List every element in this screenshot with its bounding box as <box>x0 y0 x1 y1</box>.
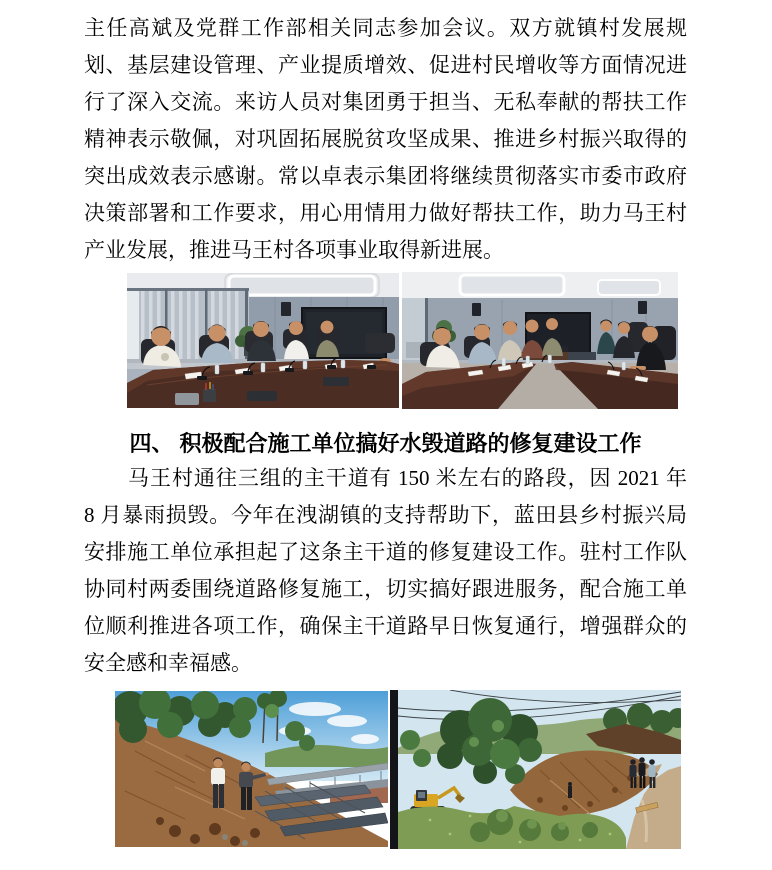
paragraph-2 <box>84 460 687 682</box>
speaker <box>638 301 647 314</box>
body-text-line: 精神表示敬佩，对巩固拓展脱贫攻坚成果、推进乡村振兴取得的 <box>84 127 687 151</box>
paragraph-1 <box>84 10 687 269</box>
meeting-photo-right <box>402 272 678 409</box>
photo-dark-edge <box>390 690 398 849</box>
body-text-line: 决策部署和工作要求，用心用情用力做好帮扶工作，助力马王村 <box>84 201 687 225</box>
speaker <box>472 303 481 316</box>
cove-light <box>229 276 375 295</box>
body-text-line: 位顺利推进各项工作，确保主干道路早日恢复通行，增强群众的 <box>84 614 687 638</box>
body-text-line: 行了深入交流。来访人员对集团勇于担当、无私奉献的帮扶工作 <box>84 90 687 114</box>
body-text-line: 产业发展，推进马王村各项事业取得新进展。 <box>84 238 504 262</box>
body-text-line: 安全感和幸福感。 <box>84 651 252 675</box>
road-damage-photo-left <box>115 691 388 847</box>
cove-light <box>460 275 564 295</box>
body-text-line: 协同村两委围绕道路修复施工，切实搞好跟进服务，配合施工单 <box>84 577 687 601</box>
body-text-line: 划、基层建设管理、产业提质增效、促进村民增收等方面情况进 <box>84 53 687 77</box>
section-heading: 四、 积极配合施工单位搞好水毁道路的修复建设工作 <box>129 431 642 456</box>
meeting-photo-left <box>127 273 399 408</box>
body-text-line: 主任高斌及党群工作部相关同志参加会议。双方就镇村发展规 <box>84 16 687 40</box>
body-text-line: 8 月暴雨损毁。今年在洩湖镇的支持帮助下，蓝田县乡村振兴局 <box>84 503 687 527</box>
body-text-line: 马王村通往三组的主干道有 150 米左右的路段，因 2021 年 <box>128 466 687 490</box>
body-text-line: 突出成效表示感谢。常以卓表示集团将继续贯彻落实市委市政府 <box>84 164 687 188</box>
road-repair-photo-right <box>390 690 681 849</box>
speaker <box>281 302 291 316</box>
body-text-line: 安排施工单位承担起了这条主干道的修复建设工作。驻村工作队 <box>84 540 687 564</box>
